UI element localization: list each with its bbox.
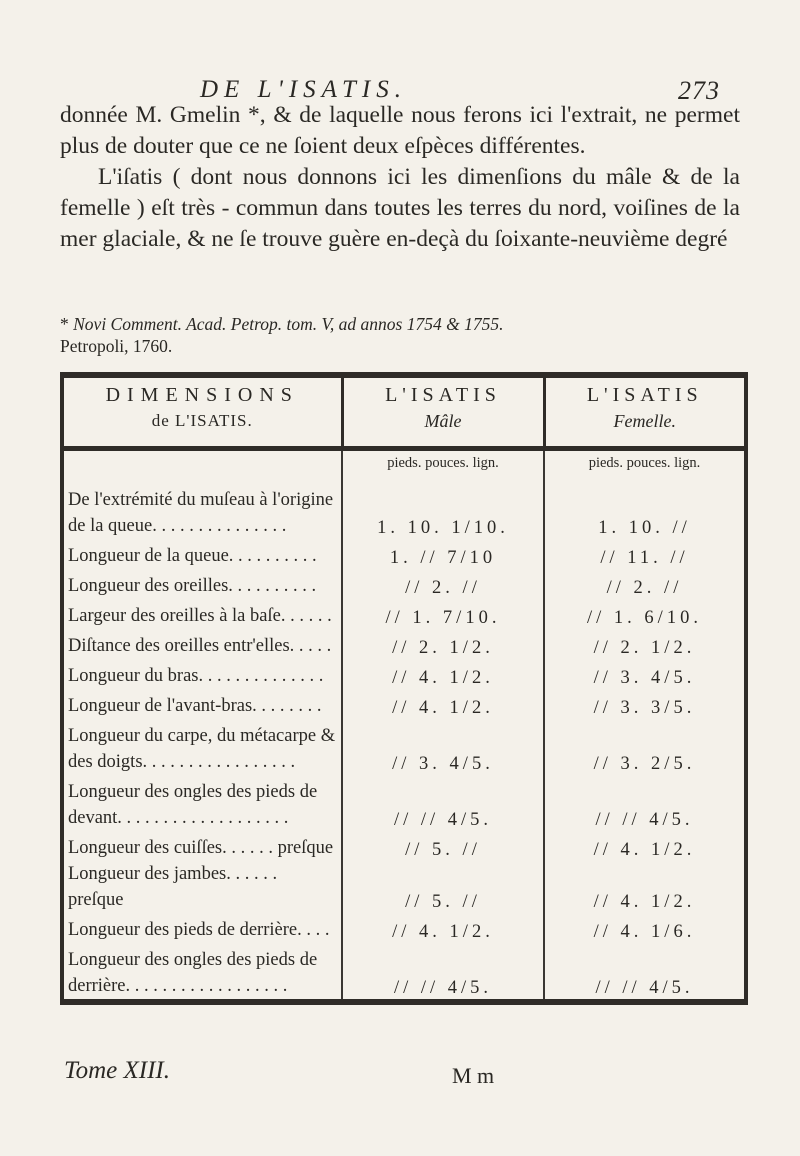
units-row [62,449,746,484]
row-label: Longueur de l'avant-bras. . . . . . . . [68,696,322,716]
row-female-value: // 11. // [544,539,746,569]
footnote [60,313,740,357]
row-female-value: // 4. 1/2. [544,831,746,861]
footnote-citation: Novi Comment. Acad. Petrop. tom. V, ad annos 1754 & 1755. [73,314,504,334]
row-label: Longueur des ongles des pieds de devant. . . . . . . . . . . . . . . . . . . [68,782,318,828]
header-female-title: L'ISATIS [586,384,703,406]
row-label: Longueur des jambes. . . . . . preſque [68,864,278,910]
table-row [62,539,746,569]
row-female-value: // 4. 1/6. [544,913,746,943]
header-dimensions-sub: de L'ISATIS. [151,411,253,430]
table-row [62,689,746,719]
dimensions-table-body [62,449,746,1003]
row-male-value: // 4. 1/2. [342,913,544,943]
row-male-value: // 2. // [342,569,544,599]
row-female-value: // // 4/5. [544,943,746,1002]
row-label: Longueur du bras. . . . . . . . . . . . . . [68,666,324,686]
units-female: pieds. pouces. lign. [544,449,746,484]
signature-mark: M m [452,1063,495,1088]
body-text [60,100,740,255]
page-number: 273 [678,76,720,105]
row-male-value: // 5. // [342,831,544,861]
table-row [62,659,746,689]
row-label: Longueur des pieds de derrière. . . . [68,920,330,940]
row-label: Longueur du carpe, du métacarpe & des doigts. . . . . . . . . . . . . . . . . [68,726,336,772]
header-dimensions-title: DIMENSIONS [105,384,299,406]
row-female-value: 1. 10. // [544,483,746,539]
table-row [62,913,746,943]
row-male-value: // 5. // [342,861,544,913]
row-female-value: // 2. // [544,569,746,599]
row-male-value: // // 4/5. [342,943,544,1002]
row-label: De l'extrémité du muſeau à l'origine de la queue. . . . . . . . . . . . . . . [68,490,334,536]
row-female-value: // 3. 4/5. [544,659,746,689]
volume-label: Tome XIII. [64,1057,171,1084]
table-row [62,831,746,861]
row-label: Diſtance des oreilles entr'elles. . . . . [68,636,332,656]
row-female-value: // 4. 1/2. [544,861,746,913]
row-male-value: // 1. 7/10. [342,599,544,629]
row-female-value: // // 4/5. [544,775,746,831]
dimensions-table-wrap [60,372,744,1052]
row-female-value: // 3. 3/5. [544,689,746,719]
row-male-value: // 2. 1/2. [342,629,544,659]
page-footer [60,1053,744,1093]
table-row [62,599,746,629]
header-male [342,375,544,449]
paragraph-1: donnée M. Gmelin *, & de laquelle nous ferons ici l'extrait, ne permet plus de douter que ce ne ſoient deux eſpèces différentes. [60,102,740,159]
paragraph-2: L'iſatis ( dont nous donnons ici les dimenſions du mâle & de la femelle ) eſt très - commun dans toutes les terres du nord, voiſines de la mer glaciale, & ne ſe trouve guère en-deçà du ſoixante-neuvième degré [60,164,740,252]
row-label: Largeur des oreilles à la baſe. . . . . . [68,606,332,626]
footnote-marker: * [60,314,69,334]
units-male: pieds. pouces. lign. [342,449,544,484]
header-female [544,375,746,449]
row-female-value: // 2. 1/2. [544,629,746,659]
header-male-title: L'ISATIS [385,384,501,406]
table-row [62,483,746,539]
row-label: Longueur des oreilles. . . . . . . . . . [68,576,317,596]
row-male-value: 1. 10. 1/10. [342,483,544,539]
table-row [62,569,746,599]
row-female-value: // 1. 6/10. [544,599,746,629]
table-row [62,629,746,659]
row-male-value: // 3. 4/5. [342,719,544,775]
running-head-title: DE L'ISATIS. [200,76,407,103]
dimensions-table [60,372,748,1005]
row-male-value: 1. // 7/10 [342,539,544,569]
header-female-sub: Femelle. [613,411,676,431]
table-row [62,861,746,913]
row-male-value: // 4. 1/2. [342,689,544,719]
row-label: Longueur de la queue. . . . . . . . . . [68,546,317,566]
row-male-value: // // 4/5. [342,775,544,831]
table-row [62,719,746,775]
header-male-sub: Mâle [424,411,462,431]
header-dimensions [62,375,342,449]
footnote-place-year: Petropoli, 1760. [60,336,173,356]
row-female-value: // 3. 2/5. [544,719,746,775]
row-label: Longueur des ongles des pieds de derrière. . . . . . . . . . . . . . . . . . [68,950,318,996]
row-male-value: // 4. 1/2. [342,659,544,689]
table-row [62,775,746,831]
row-label: Longueur des cuiſſes. . . . . . preſque [68,838,334,858]
table-row [62,943,746,1002]
